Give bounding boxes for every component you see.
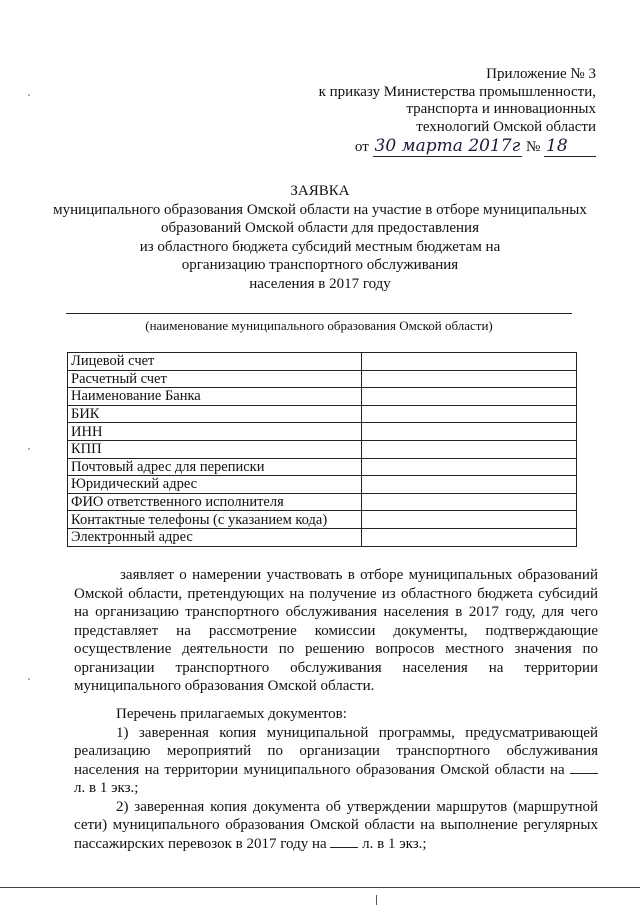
table-row: [68, 528, 577, 546]
row-label: БИК: [68, 405, 362, 423]
list-item-text: 1) заверенная копия муниципальной программы, предусматривающей реализацию мероприятий по организации транспортного обслуживания населения на территории муниципального образования Омской области на: [74, 724, 598, 778]
row-label: Расчетный счет: [68, 370, 362, 388]
table-row: [68, 388, 577, 406]
scan-bottom-line: [0, 887, 640, 888]
document-title: [0, 182, 640, 293]
scan-dot: [28, 448, 30, 450]
row-value: [362, 493, 577, 511]
row-label: Лицевой счет: [68, 353, 362, 371]
number-prefix: №: [525, 139, 541, 155]
list-item: [74, 724, 598, 798]
title-line: образований Омской области для предоставления: [161, 220, 479, 236]
appendix-line: технологий Омской области: [416, 118, 596, 135]
list-heading: Перечень прилагаемых документов:: [116, 706, 347, 722]
row-value: [362, 405, 577, 423]
table-row: [68, 440, 577, 458]
appendix-line: к приказу Министерства промышленности,: [318, 83, 596, 100]
scan-mark: [376, 895, 377, 905]
row-value: [362, 476, 577, 494]
title-line: организацию транспортного обслуживания: [181, 257, 459, 273]
title-line: населения в 2017 году: [249, 275, 391, 292]
municipality-name-caption: (наименование муниципального образования Омской области): [145, 318, 493, 333]
handwritten-number: 18: [544, 136, 596, 157]
documents-list: [74, 705, 598, 853]
list-item-tail: л. в 1 экз.;: [74, 780, 139, 796]
row-label: Электронный адрес: [68, 528, 362, 546]
row-value: [362, 388, 577, 406]
row-label: ИНН: [68, 423, 362, 441]
statement-paragraph: [74, 566, 598, 696]
row-value: [362, 440, 577, 458]
table-row: [68, 458, 577, 476]
municipality-name-field: [66, 313, 572, 314]
appendix-line: транспорта и инновационных: [406, 101, 596, 117]
table-row: [68, 353, 577, 371]
paragraph-text: заявляет о намерении участвовать в отборе муниципальных образований Омской области, претендующих на получение из областного бюджета субсидий на организацию транспортного обслуживания населения в 2017 году, для чего представляет на рассмотрение комиссии документы, подтверждающие осуществление деятельности по решению вопросов местного значения по организации транспортного обслуживания населения на территории муниципального образования Омской области.: [74, 567, 598, 694]
row-label: Контактные телефоны (с указанием кода): [68, 511, 362, 529]
title-heading: ЗАЯВКА: [290, 183, 350, 199]
table-row: [68, 511, 577, 529]
row-label: Наименование Банка: [68, 388, 362, 406]
list-item: [74, 798, 598, 854]
row-label: Юридический адрес: [68, 476, 362, 494]
appendix-header: [296, 66, 596, 136]
table-row: [68, 423, 577, 441]
title-line: муниципального образования Омской области на участие в отборе муниципальных: [53, 201, 587, 218]
row-value: [362, 458, 577, 476]
row-value: [362, 511, 577, 529]
scan-dot: [28, 678, 30, 680]
row-value: [362, 370, 577, 388]
order-date-line: [355, 136, 596, 157]
pages-blank: [570, 761, 598, 774]
row-label: ФИО ответственного исполнителя: [68, 493, 362, 511]
scan-dot: [28, 94, 30, 96]
row-value: [362, 423, 577, 441]
list-item-tail: л. в 1 экз.;: [362, 835, 427, 852]
row-value: [362, 528, 577, 546]
table-row: [68, 405, 577, 423]
pages-blank: [330, 835, 358, 848]
row-value: [362, 353, 577, 371]
handwritten-date: 30 марта 2017г: [374, 136, 521, 156]
date-prefix: от: [354, 139, 369, 155]
row-label: КПП: [68, 440, 362, 458]
requisites-table: [67, 352, 577, 547]
title-line: из областного бюджета субсидий местным бюджетам на: [139, 238, 501, 255]
list-item-text: 2) заверенная копия документа об утверждении маршрутов (маршрутной сети) муниципального образования Омской области на выполнение регулярных пассажирских перевозок в 2017 году на: [74, 798, 598, 852]
appendix-line: Приложение № 3: [486, 66, 596, 82]
table-row: [68, 493, 577, 511]
row-label: Почтовый адрес для переписки: [68, 458, 362, 476]
table-row: [68, 476, 577, 494]
table-row: [68, 370, 577, 388]
